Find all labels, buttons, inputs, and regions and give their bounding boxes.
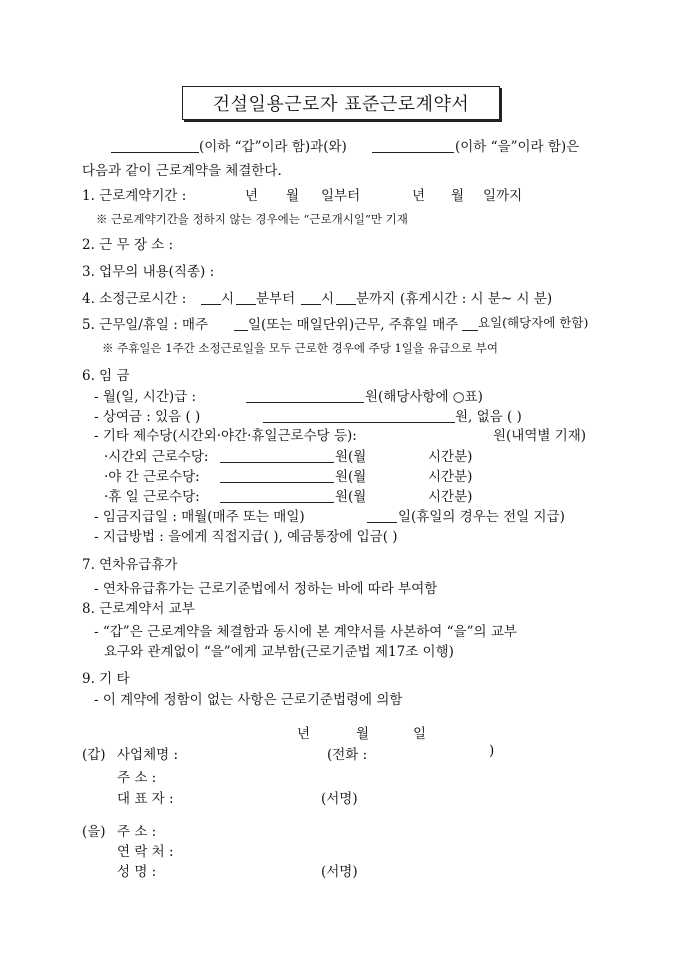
- s8-label: 8. 근로계약서 교부: [82, 601, 195, 617]
- s6-bonus-blank: [263, 410, 455, 423]
- s4-hour-start-blank: [201, 292, 221, 305]
- s6-holiday-unit: 원(월: [335, 489, 367, 505]
- employer-phone-close: ): [489, 743, 495, 759]
- employee-name-blank: [372, 140, 454, 153]
- s1-day-end: 일까지: [483, 188, 523, 204]
- s6-holiday-hours: 시간분): [428, 489, 473, 505]
- s4-label: 4. 소정근로시간 :: [82, 291, 187, 307]
- s2-label: 2. 근 무 장 소 :: [82, 237, 174, 253]
- s4-min-start: 분부터: [256, 291, 296, 307]
- s3-label: 3. 업무의 내용(직종) :: [82, 264, 215, 280]
- s8-text2: 요구와 관계없이 “을”에게 교부함(근로기준법 제17조 이행): [104, 644, 454, 660]
- s4-hour-end-blank: [301, 292, 321, 305]
- s6-payday-blank: [367, 510, 397, 523]
- employer-rep-label: 대 표 자 :: [117, 791, 174, 807]
- s6-overtime-hours: 시간분): [428, 449, 473, 465]
- s6-bonus-unit: 원, 없음 ( ): [455, 409, 522, 425]
- s6-label: 6. 임 금: [82, 368, 130, 384]
- s1-label: 1. 근로계약기간 :: [82, 188, 187, 204]
- s6-overtime-blank: [220, 450, 334, 463]
- s1-year-end: 년: [412, 188, 426, 204]
- s4-hour-end: 시: [321, 291, 335, 307]
- s9-text: - 이 계약에 정함이 없는 사항은 근로기준법령에 의함: [94, 692, 403, 708]
- s6-holiday-label: ·휴 일 근로수당:: [104, 489, 200, 505]
- s1-month-start: 월: [286, 188, 300, 204]
- sign-date-month: 월: [356, 726, 370, 742]
- employee-signature: (서명): [321, 864, 358, 880]
- s1-note: ※ 근로계약기간을 정하지 않는 경우에는 “근로개시일”만 기재: [96, 212, 408, 226]
- s1-month-end: 월: [451, 188, 465, 204]
- s4-min-end-blank: [336, 292, 356, 305]
- s6-allowance-label: - 기타 제수당(시간외·야간·휴일근로수당 등):: [94, 428, 357, 444]
- s7-label: 7. 연차유급휴가: [82, 557, 178, 573]
- employer-address-label: 주 소 :: [117, 770, 157, 786]
- s1-day-start: 일부터: [321, 188, 361, 204]
- s6-bonus-label: - 상여금 : 있음 ( ): [94, 409, 201, 425]
- employee-prefix: (을): [82, 824, 106, 840]
- s6-night-unit: 원(월: [335, 469, 367, 485]
- s6-wage-unit: 원(해당사항에 ○표): [365, 389, 483, 405]
- s6-payday-label: - 임금지급일 : 매월(매주 또는 매일): [94, 509, 305, 525]
- document-title: 건설일용근로자 표준근로계약서: [212, 94, 470, 115]
- s6-payday-rule: 일(휴일의 경우는 전일 지급): [398, 509, 565, 525]
- s8-text1: - “갑”은 근로계약을 체결함과 동시에 본 계약서를 사본하여 “을”의 교부: [94, 624, 517, 640]
- s4-rest-time: (휴게시간 : 시 분~ 시 분): [400, 291, 553, 307]
- intro-part-b: (이하 “을”이라 함)은: [455, 139, 580, 155]
- employee-address-label: 주 소 :: [117, 824, 157, 840]
- s6-overtime-label: ·시간외 근로수당:: [104, 449, 209, 465]
- sign-date-day: 일: [413, 726, 427, 742]
- s6-night-hours: 시간분): [428, 469, 473, 485]
- s6-allowance-unit: 원(내역별 기재): [493, 428, 587, 444]
- s4-hour-start: 시: [221, 291, 235, 307]
- intro-part-a: (이하 “갑”이라 함)과(와): [199, 139, 347, 155]
- employer-signature: (서명): [321, 791, 358, 807]
- s1-year-start: 년: [245, 188, 259, 204]
- employer-phone-label: (전화 :: [327, 747, 368, 763]
- employee-contact-label: 연 락 처 :: [117, 844, 174, 860]
- s5-note: ※ 주휴일은 1주간 소정근로일을 모두 근로한 경우에 주당 1일을 유급으로 부여: [102, 341, 498, 355]
- s5-days-blank: [234, 318, 248, 331]
- document-title-box: [182, 86, 500, 120]
- s6-night-label: ·야 간 근로수당:: [104, 469, 200, 485]
- s5-weekly-holiday: 요일(해당자에 한함): [478, 315, 589, 330]
- s5-label: 5. 근무일/휴일 : 매주: [82, 317, 209, 333]
- employee-name-label: 성 명 :: [117, 864, 157, 880]
- s5-workdays: 일(또는 매일단위)근무, 주휴일 매주: [248, 317, 459, 333]
- employer-company-label: 사업체명 :: [117, 747, 179, 763]
- s6-pay-method: - 지급방법 : 을에게 직접지급( ), 예금통장에 입금( ): [94, 529, 398, 545]
- intro-line2: 다음과 같이 근로계약을 체결한다.: [82, 163, 282, 179]
- employer-name-blank: [111, 140, 199, 153]
- s6-overtime-unit: 원(월: [335, 449, 367, 465]
- sign-date-year: 년: [297, 726, 311, 742]
- s9-label: 9. 기 타: [82, 671, 130, 687]
- employer-prefix: (갑): [82, 747, 106, 763]
- s6-wage-blank: [246, 390, 364, 403]
- s6-holiday-blank: [220, 490, 334, 503]
- s4-min-end: 분까지: [356, 291, 396, 307]
- s5-weekday-blank: [462, 318, 478, 331]
- s4-min-start-blank: [236, 292, 256, 305]
- s7-text: - 연차유급휴가는 근로기준법에서 정하는 바에 따라 부여함: [94, 581, 438, 597]
- s6-wage-label: - 월(일, 시간)급 :: [94, 389, 197, 405]
- s6-night-blank: [220, 470, 334, 483]
